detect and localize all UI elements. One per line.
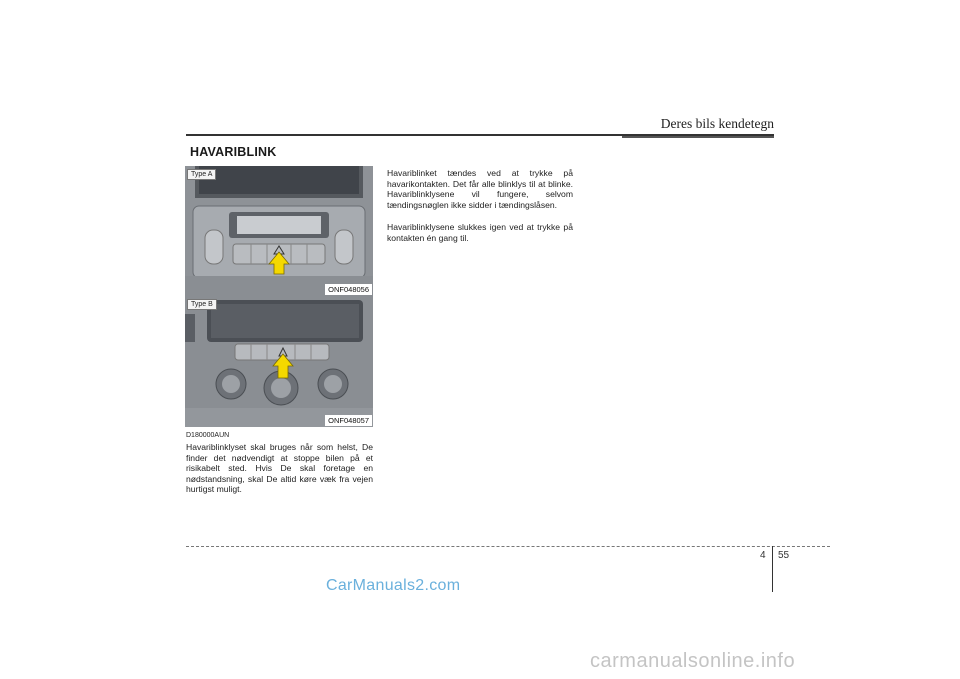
- body-paragraph: Havariblinklyset skal bruges når som helst, De finder det nødvendigt at stoppe bilen på et risikabelt sted. Hvis De skal foretage en nødstandsning, skal De altid køre væk fra vejen hurtigst muligt.: [186, 442, 373, 495]
- climate-panel-illustration: [185, 296, 373, 427]
- section-title: HAVARIBLINK: [190, 145, 277, 159]
- footer-rule: [186, 546, 830, 547]
- figure-type-label: Type A: [187, 169, 216, 180]
- header-rule-accent: [622, 136, 774, 138]
- chapter-title: Deres bils kendetegn: [660, 116, 774, 131]
- figure-code: ONF048057: [325, 415, 372, 426]
- section-code: D180000AUN: [186, 432, 230, 439]
- footer-divider: [772, 546, 773, 592]
- watermark-text: carmanualsonline.info: [590, 650, 796, 672]
- chapter-number: 4: [760, 550, 766, 561]
- page-number: 55: [778, 550, 790, 561]
- watermark-link[interactable]: CarManuals2.com: [326, 577, 461, 594]
- body-paragraph: Havariblinket tændes ved at trykke på havarikontakten. Det får alle blinklys til at blinke. Havariblinklysene vil fungere, selvom tændingsnøglen ikke sidder i tændingslåsen.: [387, 168, 573, 210]
- figure-type-b: [185, 296, 373, 427]
- climate-panel-illustration: [185, 166, 373, 296]
- figure-type-label: Type B: [187, 299, 217, 310]
- body-paragraph: Havariblinklysene slukkes igen ved at trykke på kontakten én gang til.: [387, 222, 573, 243]
- figure-code: ONF048056: [325, 284, 372, 295]
- figure-type-a: [185, 166, 373, 296]
